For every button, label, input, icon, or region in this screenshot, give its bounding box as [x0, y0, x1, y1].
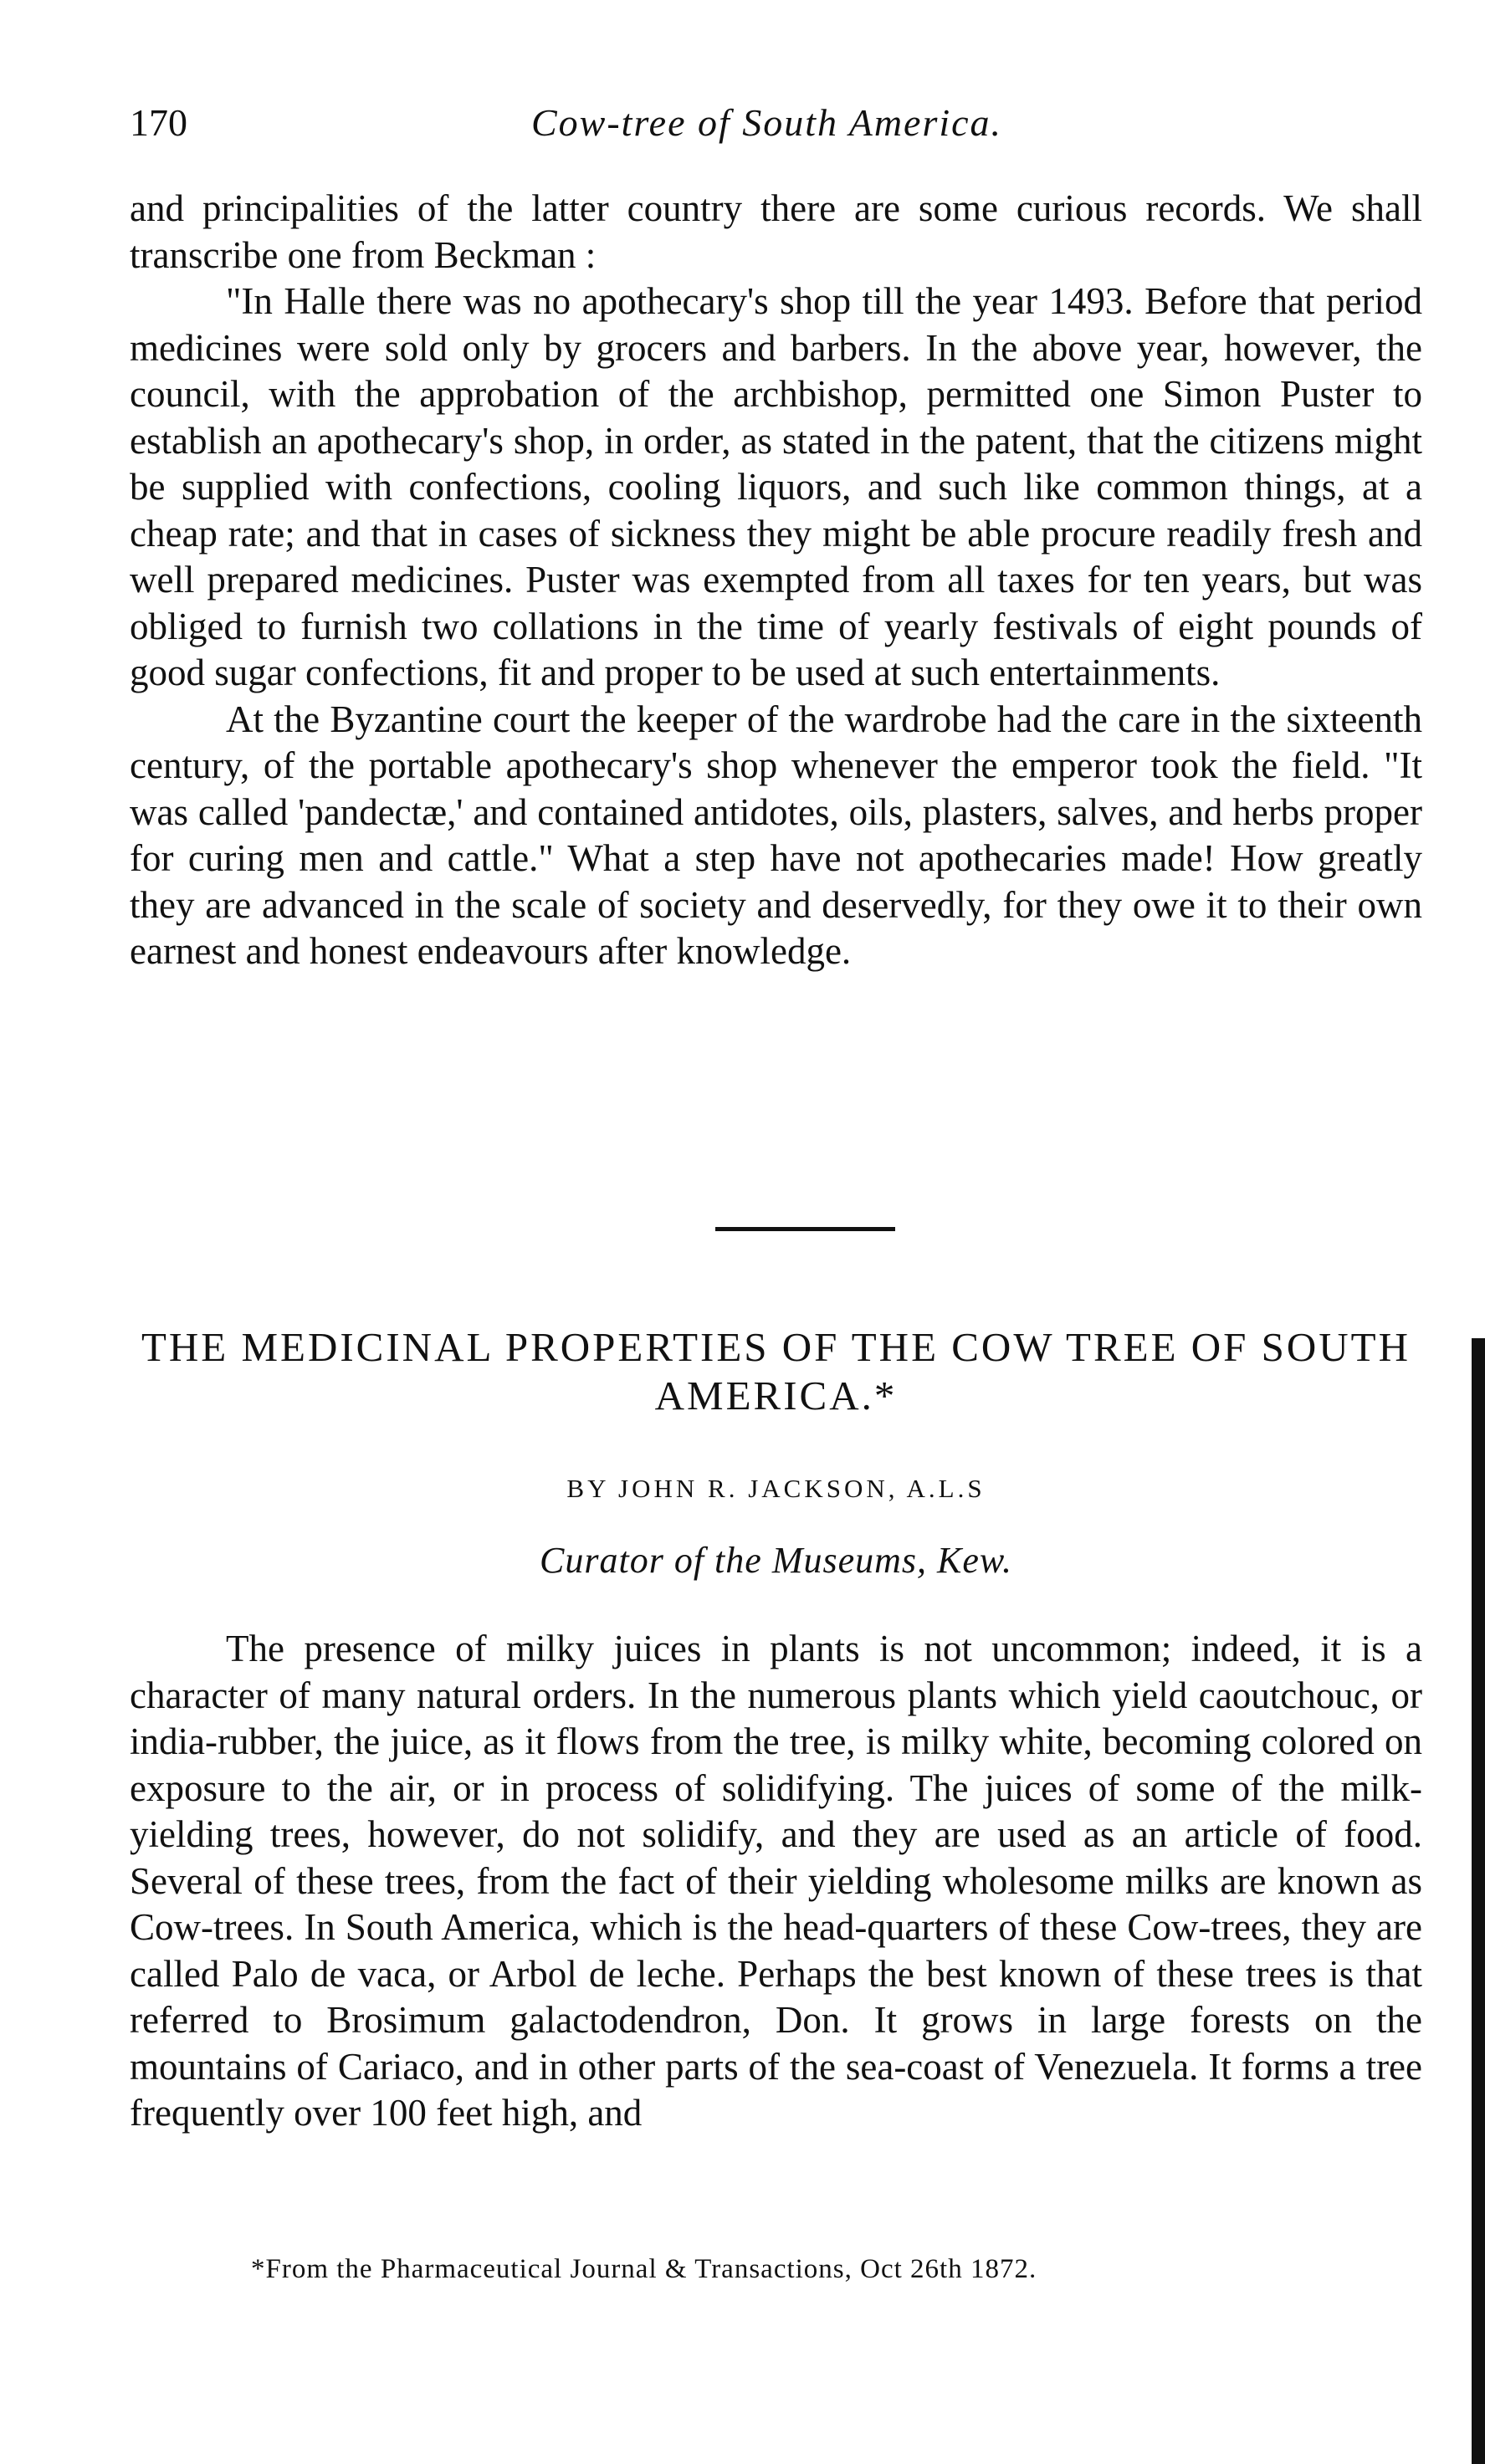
footnote: *From the Pharmaceutical Journal & Transactions, Oct 26th 1872.: [251, 2254, 1037, 2284]
page-number: 170: [130, 101, 187, 144]
article-title: THE MEDICINAL PROPERTIES OF THE COW TREE OF SOUTH AMERICA.*: [141, 1324, 1411, 1419]
continuation-paragraph-2: "In Halle there was no apothecary's shop till the year 1493. Before that period medicines were sold only by grocers and barbers. In the above year, however, the council, with the approbation of the archbishop, permitted one Simon Puster to establish an apothecary's shop, in order, as stated in the patent, that the citizens might be supplied with confections, cooling liquors, and such like common things, at a cheap rate; and that in cases of sickness they might be able procure readily fresh and well prepared medicines. Puster was exempted from all taxes for ten years, but was obliged to furnish two collations in the time of yearly festivals of eight pounds of good sugar confections, fit and proper to be used at such entertainments.: [130, 280, 1422, 693]
continuation-text: [130, 186, 1422, 975]
continuation-paragraph-1: and principalities of the latter country there are some curious records. We shall transcribe one from Beckman :: [130, 187, 1422, 276]
article-body: [130, 1626, 1422, 2137]
running-head: Cow-tree of South America.: [531, 101, 1003, 144]
article-paragraph-1: The presence of milky juices in plants is not uncommon; indeed, it is a character of many natural orders. In the numerous plants which yield caoutchouc, or india-rubber, the juice, as it flows from the tree, is milky white, becoming colored on exposure to the air, or in process of solidifying. The juices of some of the milk-yielding trees, however, do not solidify, and they are used as an article of food. Several of these trees, from the fact of their yielding wholesome milks are known as Cow-trees. In South America, which is the head-quarters of these Cow-trees, they are called Palo de vaca, or Arbol de leche. Perhaps the best known of these trees is that referred to Brosimum galactodendron, Don. It grows in large forests on the mountains of Cariaco, and in other parts of the sea-coast of Venezuela. It forms a tree frequently over 100 feet high, and: [130, 1628, 1422, 2134]
page-header: [130, 100, 1410, 159]
author-affiliation: Curator of the Museums, Kew.: [540, 1540, 1012, 1581]
article-byline: BY JOHN R. JACKSON, A.L.S: [566, 1474, 986, 1503]
page-edge-shadow: [1472, 1338, 1485, 2464]
section-divider: [715, 1227, 895, 1231]
continuation-paragraph-3: At the Byzantine court the keeper of the wardrobe had the care in the sixteenth century, of the portable apothecary's shop whenever the emperor took the field. "It was called 'pandectæ,' and contained antidotes, oils, plasters, salves, and herbs proper for curing men and cattle." What a step have not apothecaries made! How greatly they are advanced in the scale of society and deservedly, for they owe it to their own earnest and honest endeavours after knowledge.: [130, 698, 1422, 972]
